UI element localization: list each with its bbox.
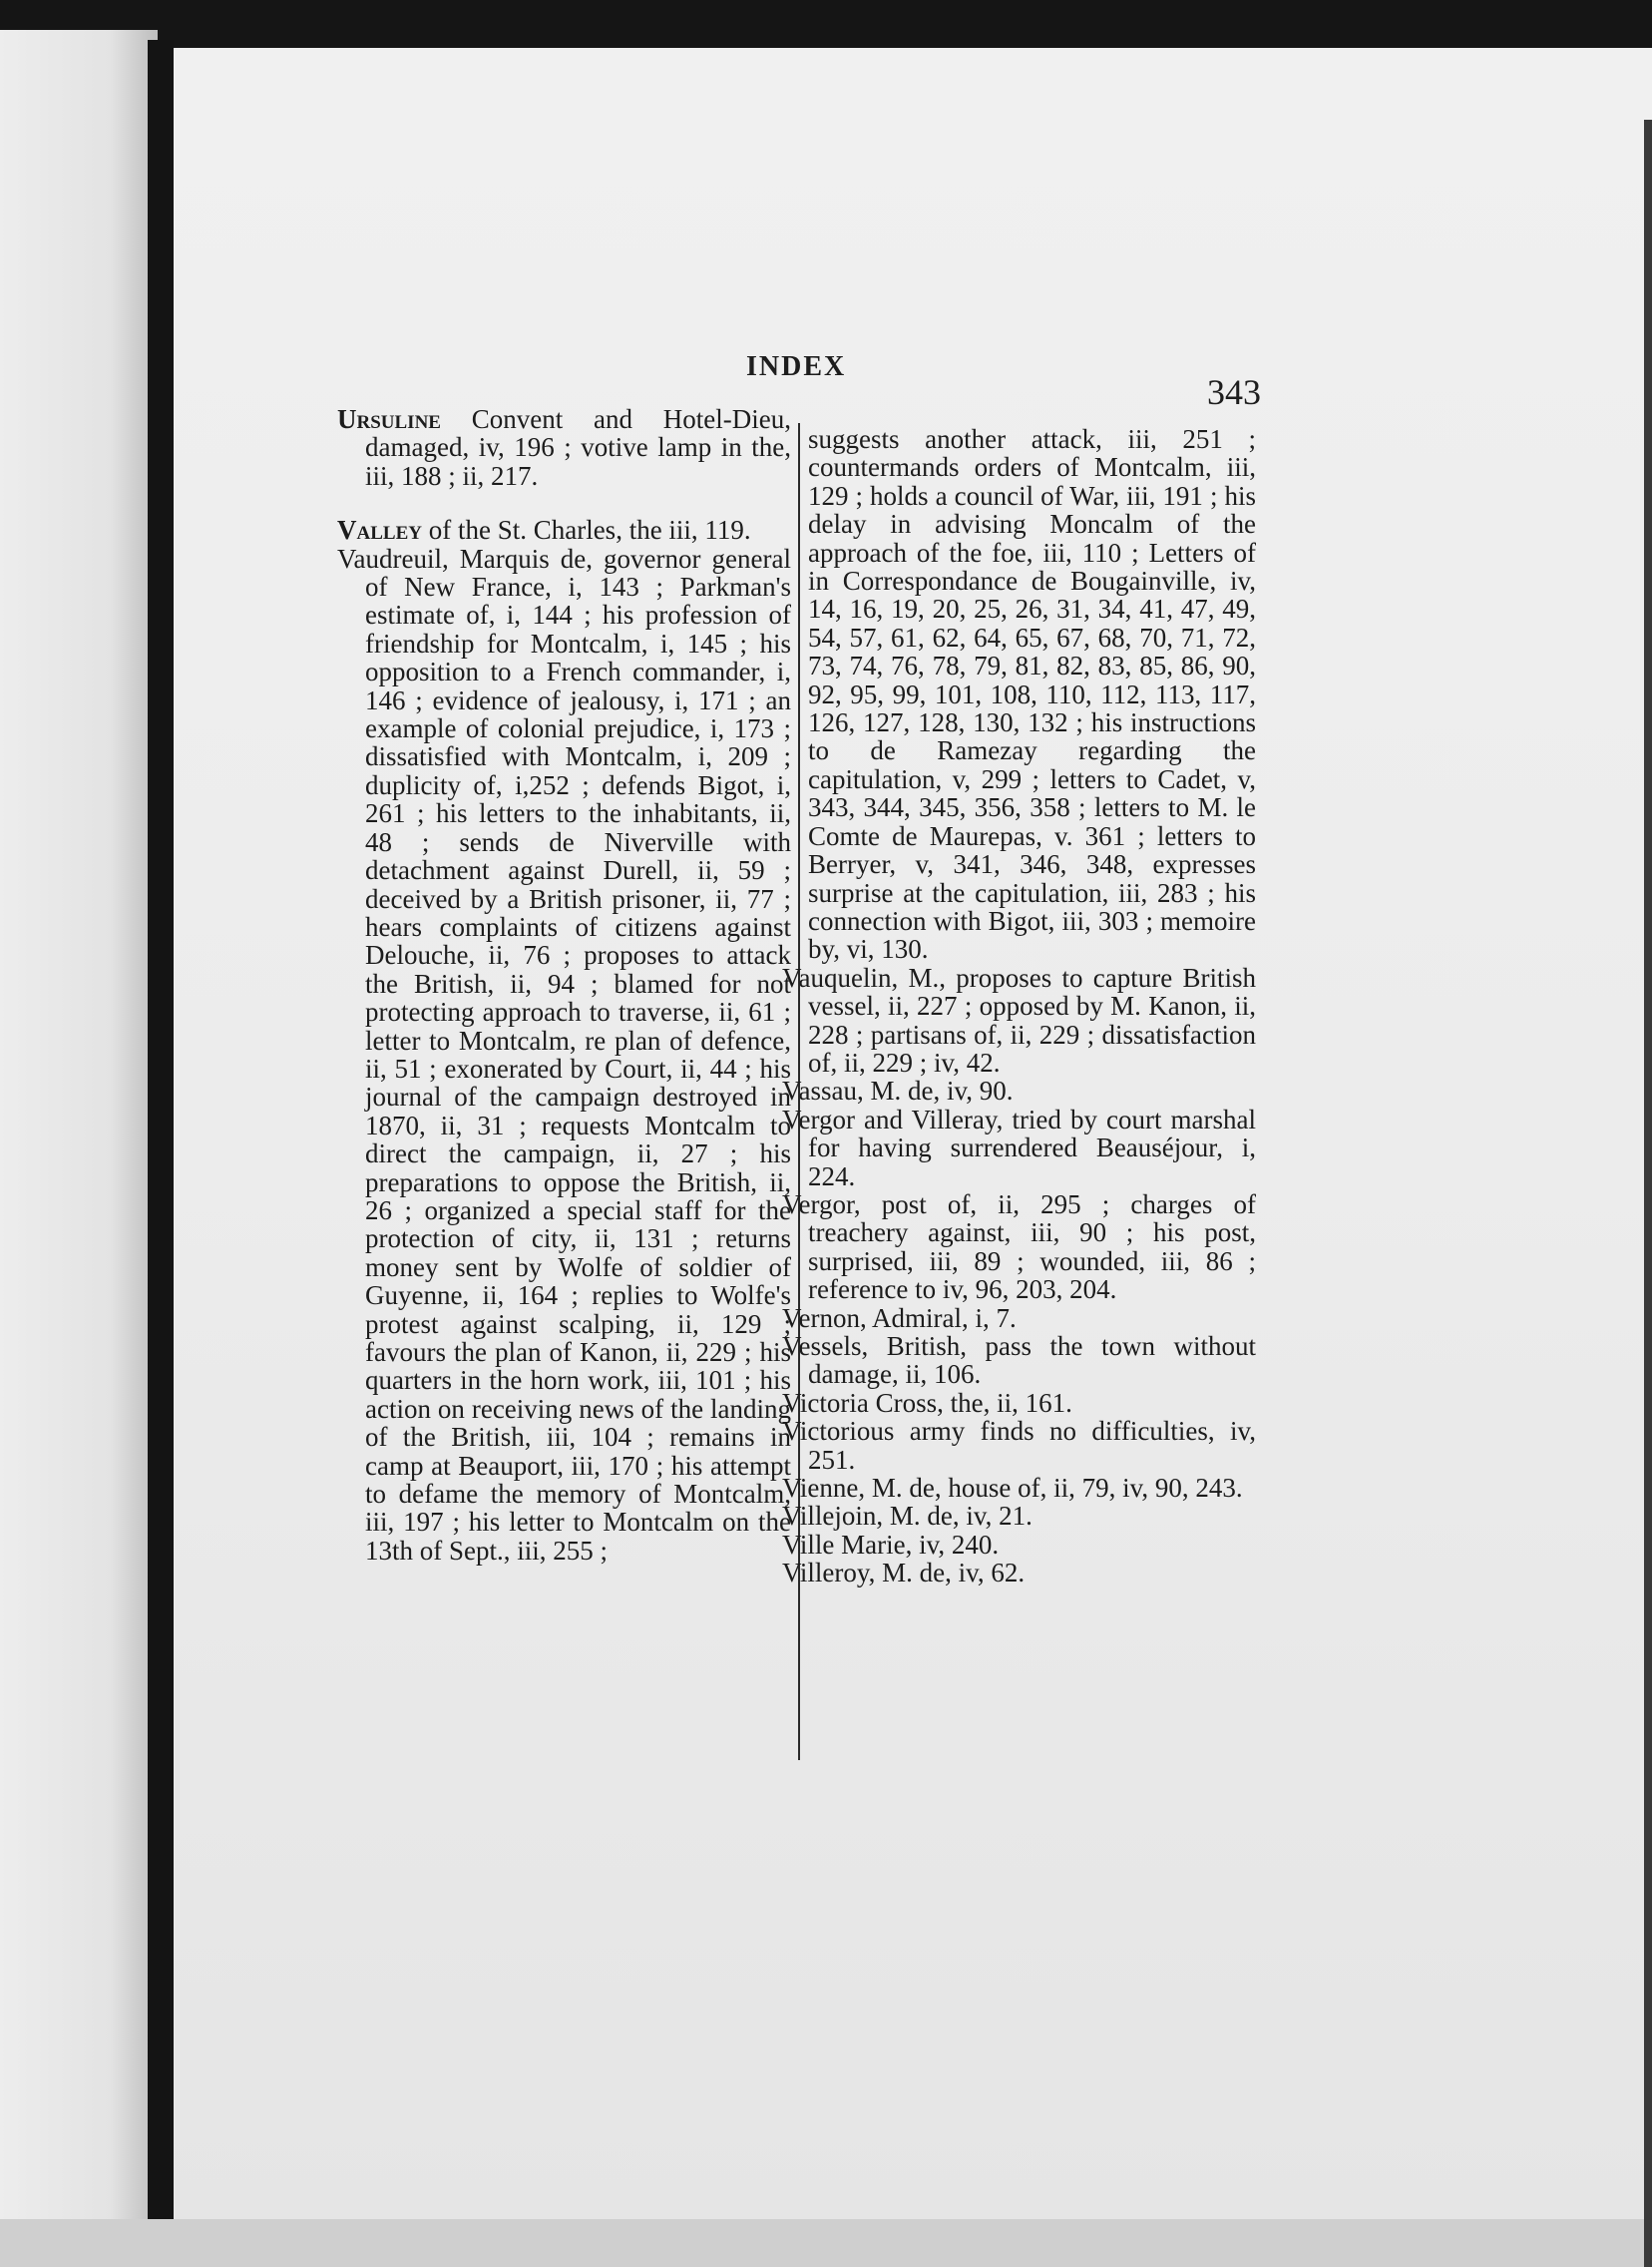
index-column-right bbox=[782, 425, 1256, 1587]
facing-page-edge bbox=[0, 30, 158, 2219]
running-head: INDEX bbox=[746, 351, 847, 382]
index-entry-vaudreuil: Vaudreuil, Marquis de, governor general of New France, i, 143 ; Parkman's estimate of, i, 144 ; his profession of friendship for Montcalm, i, 145 ; his opposition to a French commander, i, 146 ; evidence of jealousy, i, 171 ; an example of colonial prejudice, i, 173 ; dissatisfied with Montcalm, i, 209 ; duplicity of, i,252 ; defends Bigot, i, 261 ; his letters to the inhabitants, ii, 48 ; sends de Niverville with detachment against Durell, ii, 59 ; deceived by a British prisoner, ii, 77 ; hears complaints of citizens against Delouche, ii, 76 ; proposes to attack the British, ii, 94 ; blamed for not protecting approach to traverse, ii, 61 ; letter to Montcalm, re plan of defence, ii, 51 ; exonerated by Court, ii, 44 ; his journal of the campaign destroyed in 1870, ii, 31 ; requests Montcalm to direct the campaign, ii, 27 ; his preparations to oppose the British, ii, 26 ; organized a special staff for the protection of city, ii, 131 ; returns money sent by Wolfe of soldier of Guyenne, ii, 164 ; replies to Wolfe's protest against scalping, ii, 129 ; favours the plan of Kanon, ii, 229 ; his quarters in the horn work, iii, 101 ; his action on receiving news of the landing of the British, iii, 104 ; remains in camp at Beauport, iii, 170 ; his attempt to defame the memory of Montcalm, iii, 197 ; his letter to Montcalm on the 13th of Sept., iii, 255 ; bbox=[337, 543, 791, 1566]
index-entry: Vauquelin, M., proposes to capture British vessel, ii, 227 ; opposed by M. Kanon, ii, 228 ; partisans of, ii, 229 ; dissatisfaction of, ii, 229 ; iv, 42. bbox=[782, 962, 1256, 1078]
entry-lead-word: Ursuline bbox=[337, 404, 441, 434]
index-entry: Villeroy, M. de, iv, 62. bbox=[782, 1558, 1026, 1588]
page-number: 343 bbox=[1207, 372, 1261, 412]
index-entry-vaudreuil-continued: suggests another attack, iii, 251 ; countermands orders of Montcalm, iii, 129 ; holds a council of War, iii, 191 ; his delay in advising Moncalm of the approach of the foe, iii, 110 ; Letters of in Correspondance de Bougainville, iv, 14, 16, 19, 20, 25, 26, 31, 34, 41, 47, 49, 54, 57, 61, 62, 64, 65, 67, 68, 70, 71, 72, 73, 74, 76, 78, 79, 81, 82, 83, 85, 86, 90, 92, 95, 99, 101, 108, 110, 112, 113, 117, 126, 127, 128, 130, 132 ; his instructions to de Ramezay regarding the capitulation, v, 299 ; letters to Cadet, v, 343, 344, 345, 356, 358 ; letters to M. le Comte de Maurepas, v. 361 ; letters to Berryer, v, 341, 346, 348, expresses surprise at the capitulation, iii, 283 ; his connection with Bigot, iii, 303 ; memoire by, vi, 130. bbox=[808, 424, 1256, 965]
index-entry: Vienne, M. de, house of, ii, 79, iv, 90, 243. bbox=[782, 1473, 1243, 1504]
index-entry-ursuline bbox=[337, 405, 791, 490]
entry-text: of the St. Charles, the iii, 119. bbox=[421, 515, 751, 546]
book-gutter bbox=[148, 40, 174, 2219]
index-entry: Victorious army finds no difficulties, iv, 251. bbox=[782, 1416, 1256, 1475]
index-entry: Vassau, M. de, iv, 90. bbox=[782, 1076, 1014, 1107]
index-entry: Vergor and Villeray, tried by court marshal for having surrendered Beauséjour, i, 224. bbox=[782, 1104, 1256, 1191]
index-entry: Vernon, Admiral, i, 7. bbox=[782, 1302, 1017, 1333]
index-entry: Ville Marie, iv, 240. bbox=[782, 1529, 1000, 1560]
index-entry: Victoria Cross, the, ii, 161. bbox=[782, 1387, 1072, 1418]
entry-text: Convent and Hotel-Dieu, damaged, iv, 196 ; votive lamp in the, iii, 188 ; ii, 217. bbox=[365, 404, 791, 491]
page-right-edge bbox=[1644, 120, 1652, 2267]
index-entry: Vessels, British, pass the town without damage, ii, 106. bbox=[782, 1331, 1256, 1390]
index-entry-valley bbox=[337, 516, 791, 544]
index-entry: Vergor, post of, ii, 295 ; charges of treachery against, iii, 90 ; his post, surprised, iii, 89 ; wounded, iii, 86 ; reference to iv, 96, 203, 204. bbox=[782, 1188, 1256, 1305]
entry-lead-word: Valley bbox=[337, 515, 422, 546]
index-column-left bbox=[337, 405, 791, 1565]
index-entry: Villejoin, M. de, iv, 21. bbox=[782, 1501, 1032, 1532]
